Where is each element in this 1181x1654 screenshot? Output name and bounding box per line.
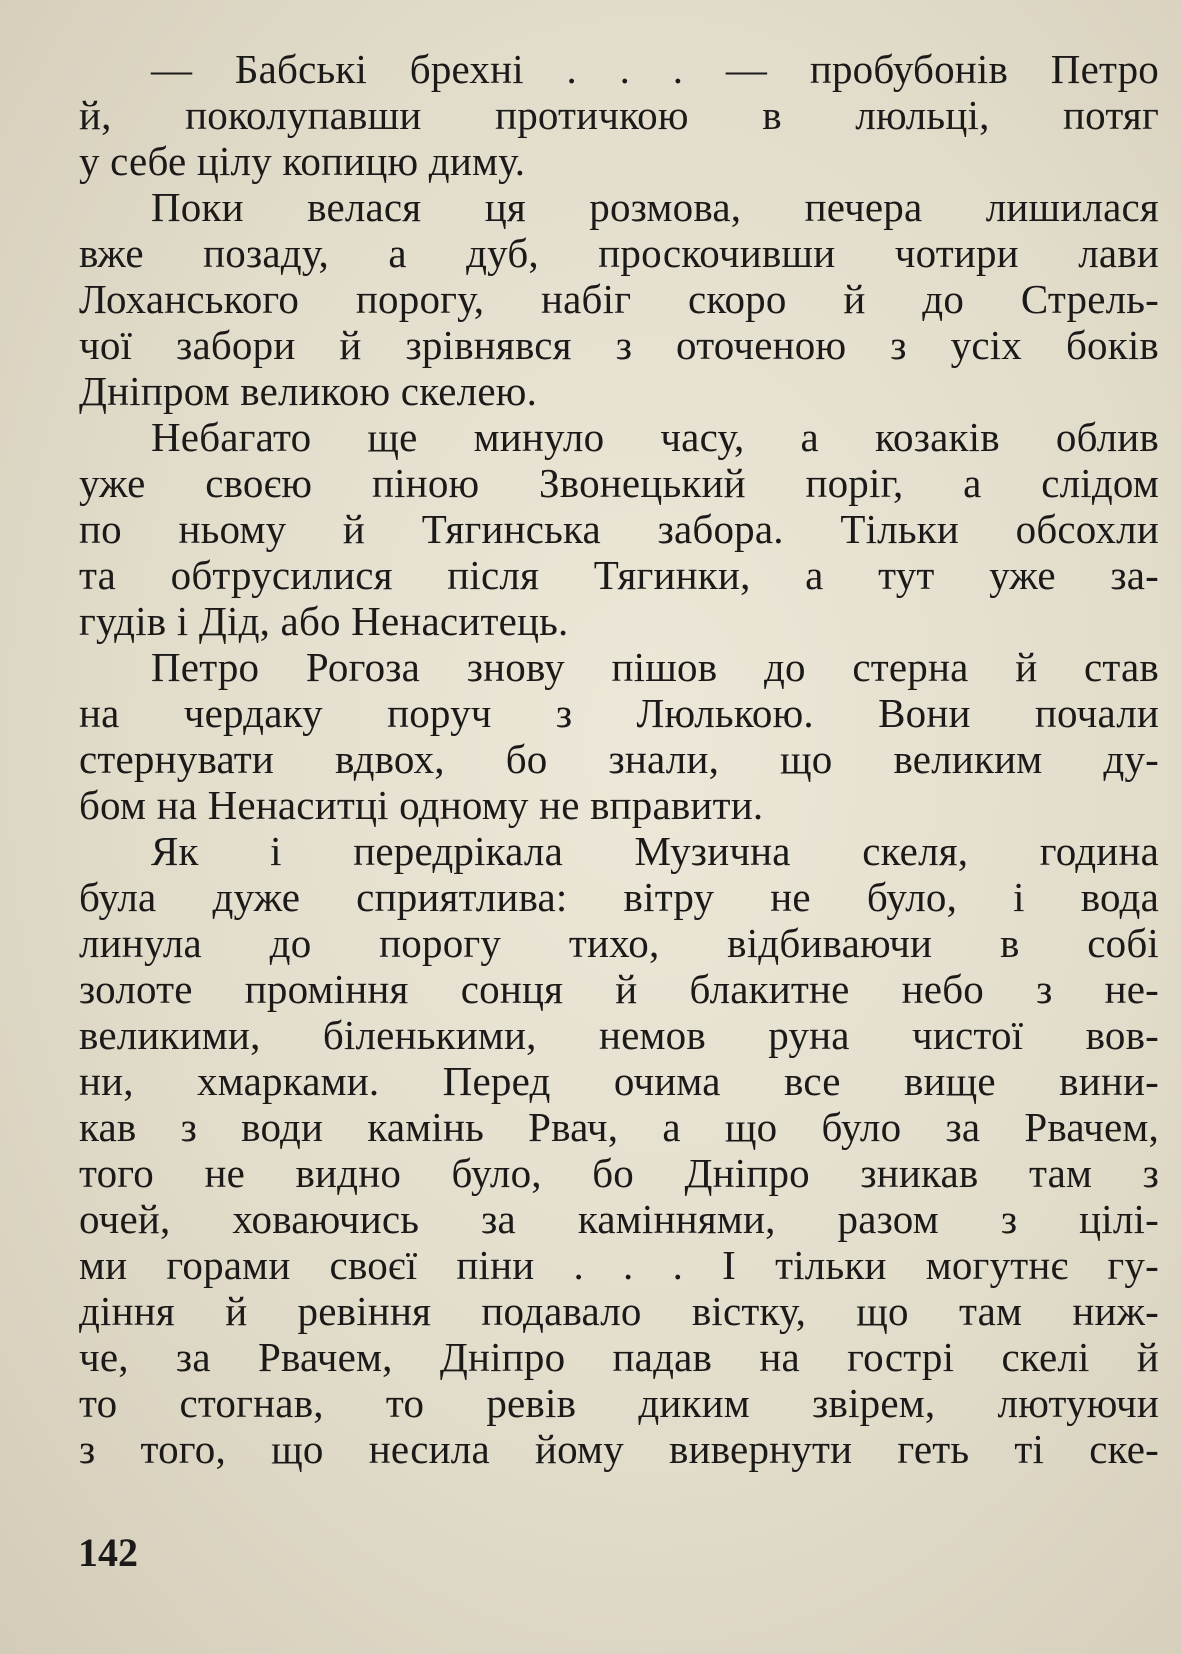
text-line: була дуже сприятлива: вітру не було, і вода: [79, 874, 1159, 920]
text-line: й, поколупавши протичкою в люльці, потяг: [79, 92, 1159, 138]
text-line: з того, що несила йому вивернути геть ті ске-: [79, 1426, 1159, 1472]
body-text: [79, 46, 1159, 1472]
paragraph-1: [79, 46, 1159, 184]
text-line: то стогнав, то ревів диким звірем, лютуючи: [79, 1380, 1159, 1426]
text-line: че, за Рвачем, Дніпро падав на гострі скелі й: [79, 1334, 1159, 1380]
text-line: уже своєю піною Звонецький поріг, а слідом: [79, 460, 1159, 506]
text-line: гудів і Дід, або Ненаситець.: [79, 598, 569, 644]
text-line: ни, хмарками. Перед очима все вище вини-: [79, 1058, 1159, 1104]
text-line: Небагато ще минуло часу, а козаків облив: [151, 414, 1159, 460]
paragraph-3: [79, 414, 1159, 644]
text-line: золоте проміння сонця й блакитне небо з не-: [79, 966, 1159, 1012]
page-number: 142: [78, 1530, 138, 1575]
text-line: та обтрусилися після Тягинки, а тут уже за-: [79, 552, 1159, 598]
text-line: того не видно було, бо Дніпро зникав там з: [79, 1150, 1159, 1196]
text-line: Лоханського порогу, набіг скоро й до Стрель-: [79, 276, 1159, 322]
text-line: — Бабські брехні . . . — пробубонів Петро: [151, 46, 1159, 92]
text-line: на чердаку поруч з Люлькою. Вони почали: [79, 690, 1159, 736]
text-line: Дніпром великою скелею.: [79, 368, 538, 414]
paragraph-2: [79, 184, 1159, 414]
text-line: Як і передрікала Музична скеля, година: [151, 828, 1159, 874]
text-line: Поки велася ця розмова, печера лишилася: [151, 184, 1159, 230]
text-line: у себе цілу копицю диму.: [79, 138, 526, 184]
text-line: діння й ревіння подавало вістку, що там ниж-: [79, 1288, 1159, 1334]
text-line: чої забори й зрівнявся з оточеною з усіх боків: [79, 322, 1159, 368]
text-line: по ньому й Тягинська забора. Тільки обсохли: [79, 506, 1159, 552]
text-line: стернувати вдвох, бо знали, що великим ду-: [79, 736, 1159, 782]
text-line: очей, ховаючись за каміннями, разом з цілі-: [79, 1196, 1159, 1242]
text-line: кав з води камінь Рвач, а що було за Рвачем,: [79, 1104, 1159, 1150]
text-line: бом на Ненаситці одному не вправити.: [79, 782, 764, 828]
text-line: великими, біленькими, немов руна чистої вов-: [79, 1012, 1159, 1058]
text-line: линула до порогу тихо, відбиваючи в собі: [79, 920, 1159, 966]
paragraph-5: [79, 828, 1159, 1472]
text-line: ми горами своєї піни . . . І тільки могутнє гу-: [79, 1242, 1159, 1288]
text-line: вже позаду, а дуб, проскочивши чотири лави: [79, 230, 1159, 276]
paragraph-4: [79, 644, 1159, 828]
text-line: Петро Рогоза знову пішов до стерна й став: [151, 644, 1159, 690]
